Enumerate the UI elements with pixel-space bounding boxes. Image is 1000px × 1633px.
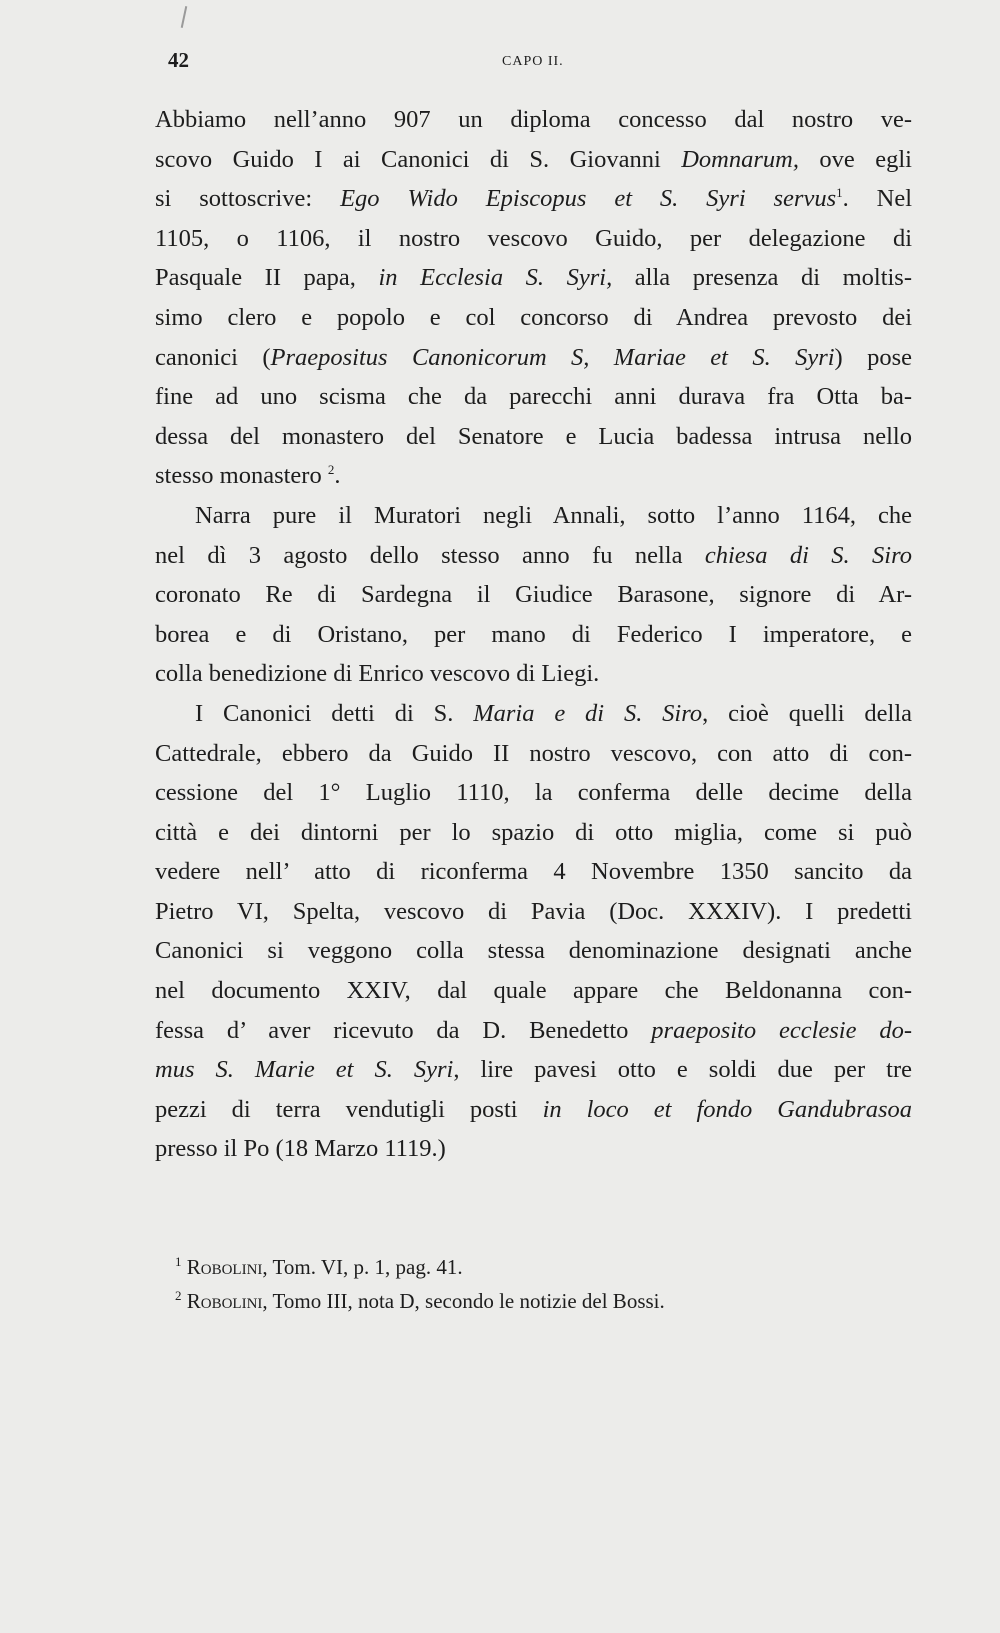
italic-text: in Ecclesia S. Syri, <box>378 264 613 292</box>
italic-text: chiesa di S. Siro <box>704 541 912 569</box>
text-run: Narra pure il Muratori negli Annali, sotto l’anno 1164, che <box>195 501 912 529</box>
text-run: fessa d’ aver ricevuto da D. Benedetto <box>155 1016 652 1044</box>
text-line <box>155 219 912 259</box>
text-run: 1105, o 1106, il nostro vescovo Guido, per delegazione di <box>155 224 912 252</box>
text-run: Pasquale II papa, <box>155 264 379 292</box>
footnote-ref: 1 <box>836 185 843 201</box>
text-line <box>155 694 912 734</box>
text-line <box>155 615 912 655</box>
text-line <box>155 734 912 774</box>
text-run: , lire pavesi otto e soldi due per tre <box>453 1056 913 1084</box>
text-line <box>155 140 912 180</box>
text-line <box>155 298 912 338</box>
footnotes <box>175 1250 875 1318</box>
text-run: colla benedizione di Enrico vescovo di Liegi. <box>155 660 600 688</box>
text-run: nel dì 3 agosto dello stesso anno fu nella <box>155 541 705 569</box>
text-line <box>155 338 912 378</box>
text-run: I Canonici detti di S. <box>195 699 474 727</box>
text-run: . <box>334 462 341 490</box>
text-run: alla presenza di moltis- <box>612 264 913 292</box>
text-line <box>155 852 912 892</box>
text-line <box>155 417 912 457</box>
text-line <box>155 377 912 417</box>
footnote-text: , Tomo III, nota D, secondo le notizie del Bossi. <box>262 1289 665 1313</box>
italic-text: in loco et fondo Gandubrasoa <box>542 1095 913 1123</box>
text-line <box>155 1090 912 1130</box>
text-line <box>155 536 912 576</box>
footnote-ref: 2 <box>327 462 335 478</box>
text-run: vedere nell’ atto di riconferma 4 Novembre 1350 sancito da <box>155 858 912 886</box>
italic-text: mus S. Marie et S. Syri <box>155 1056 454 1084</box>
footnote <box>175 1284 875 1318</box>
footnote-mark: 1 <box>175 1254 182 1269</box>
text-run: Canonici si veggono colla stessa denominazione designati anche <box>155 937 912 965</box>
text-run: Abbiamo nell’anno 907 un diploma concesso dal nostro ve- <box>155 106 912 133</box>
paragraph <box>155 694 912 1169</box>
italic-text: Ego Wido Episcopus et S. Syri servus <box>340 185 837 213</box>
italic-text: Praepositus Canonicorum S, Mariae et S. Syri <box>270 343 835 371</box>
text-line <box>155 456 912 496</box>
text-line <box>155 496 912 536</box>
text-line <box>155 654 912 694</box>
footnote-author: Robolini <box>186 1289 263 1313</box>
text-run: borea e di Oristano, per mano di Federico I imperatore, e <box>155 620 912 648</box>
text-line <box>155 1050 912 1090</box>
text-run: città e dei dintorni per lo spazio di otto miglia, come si può <box>155 818 912 846</box>
paragraph <box>155 100 912 496</box>
footnote <box>175 1250 875 1284</box>
text-run: scovo Guido I ai Canonici di S. Giovanni <box>155 145 682 173</box>
text-line <box>155 971 912 1011</box>
text-run: . Nel <box>842 185 913 213</box>
paragraph <box>155 496 912 694</box>
text-run: pezzi di terra vendutigli posti <box>155 1095 543 1123</box>
text-line <box>155 100 912 140</box>
footnote-author: Robolini <box>186 1255 263 1279</box>
page-number: 42 <box>168 48 189 72</box>
running-head: CAPO II. <box>502 54 564 69</box>
text-run: ove egli <box>798 145 912 173</box>
page-header <box>168 48 912 78</box>
footnote-text: , Tom. VI, p. 1, pag. 41. <box>262 1255 463 1279</box>
pencil-mark <box>181 6 188 28</box>
text-line <box>155 931 912 971</box>
text-line <box>155 1011 912 1051</box>
text-run: cessione del 1° Luglio 1110, la conferma delle decime della <box>155 779 912 807</box>
text-run: coronato Re di Sardegna il Giudice Barasone, signore di Ar- <box>155 581 912 609</box>
text-run: simo clero e popolo e col concorso di Andrea prevosto dei <box>155 303 912 331</box>
text-run: si sottoscrive: <box>155 185 341 213</box>
text-line <box>155 773 912 813</box>
text-line <box>155 179 912 219</box>
italic-text: Domnarum, <box>681 145 799 173</box>
text-run: canonici ( <box>155 343 271 371</box>
text-run: presso il Po (18 Marzo 1119.) <box>155 1135 446 1163</box>
text-run: dessa del monastero del Senatore e Lucia badessa intrusa nello <box>155 422 912 450</box>
text-line <box>155 892 912 932</box>
text-run: Cattedrale, ebbero da Guido II nostro vescovo, con atto di con- <box>155 739 912 767</box>
text-line <box>155 813 912 853</box>
text-run: nel documento XXIV, dal quale appare che Beldonanna con- <box>155 977 912 1005</box>
text-line <box>155 575 912 615</box>
italic-text: praeposito ecclesie do- <box>651 1016 912 1044</box>
text-run: Pietro VI, Spelta, vescovo di Pavia (Doc. XXXIV). I predetti <box>155 897 912 925</box>
text-run: ) pose <box>834 343 912 371</box>
body-text <box>155 100 912 1169</box>
text-run: fine ad uno scisma che da parecchi anni durava fra Otta ba- <box>155 383 912 411</box>
footnote-mark: 2 <box>175 1288 182 1303</box>
italic-text: Maria e di S. Siro <box>473 699 703 727</box>
text-run: , cioè quelli della <box>702 699 912 727</box>
text-line <box>155 1129 912 1169</box>
text-line <box>155 258 912 298</box>
text-run: stesso monastero <box>155 462 328 490</box>
